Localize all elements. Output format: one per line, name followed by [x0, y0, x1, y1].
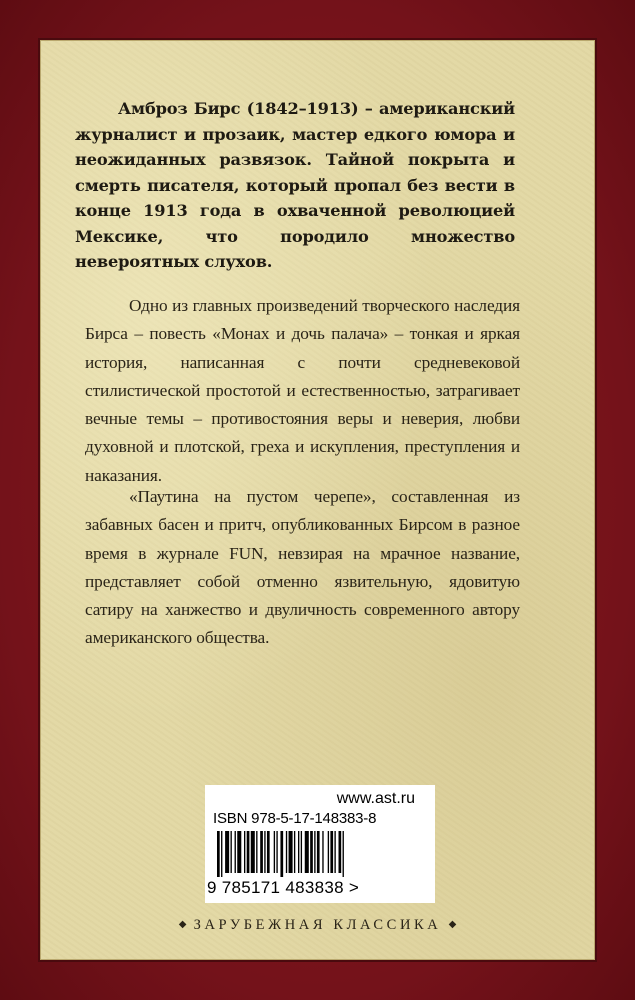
ornament-left-icon: ◆	[178, 919, 187, 930]
isbn-text: ISBN 978-5-17-148383-8	[213, 810, 377, 827]
author-bio: Амброз Бирс (1842–1913) – американский журналист и прозаик, мастер едкого юмора и неожиданных развязок. Тайной покрыта и смерть писателя, который пропал без вести в конце 1913 года в охваченной революцией Мексике, что породило множество невероятных слухов.	[75, 99, 515, 271]
barcode-icon	[213, 831, 427, 877]
description-paragraph-2: «Паутина на пустом черепе», составленная из забавных басен и притч, опубликованных Бирсом в разное время в журнале FUN, невзирая на мрачное название, представляет собой отменно язвительную, ядовитую сатиру на ханжество и двуличность современного автору американского общества.	[85, 487, 520, 648]
description-paragraph-1: Одно из главных произведений творческого наследия Бирса – повесть «Монах и дочь палача» – тонкая и яркая история, написанная с почти средневековой стилистической простотой и естественностью, затрагивает вечные темы – противостояния веры и неверия, любви духовной и плотской, греха и искупления, преступления и наказания.	[85, 296, 520, 485]
series-label: ЗАРУБЕЖНАЯ КЛАССИКА	[193, 917, 442, 933]
series-title	[0, 917, 635, 934]
barcode-digits: 9 785171 483838 >	[207, 878, 360, 897]
ornament-right-icon: ◆	[448, 919, 457, 930]
publisher-url: www.ast.ru	[336, 790, 415, 807]
barcode-block	[205, 785, 435, 903]
